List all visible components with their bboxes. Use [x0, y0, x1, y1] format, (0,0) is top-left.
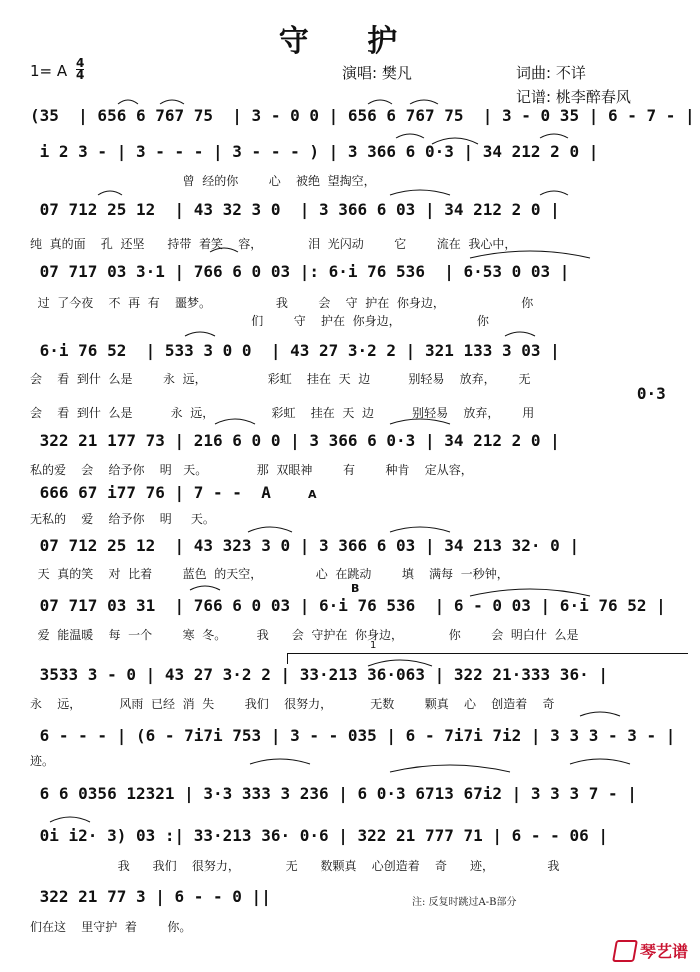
time-signature	[76, 58, 84, 81]
lyric-line: 们在这 里守护 着 你。	[30, 920, 192, 934]
lyric-line: 会 看 到什 么是 永 远， 彩虹 挂在 天 边 别轻易 放弃， 用	[30, 406, 535, 420]
notation-line: 666 67 i77 76 | 7 - - A	[30, 483, 271, 502]
key-signature: 1= A	[30, 62, 68, 80]
lyric-line: 迹。	[30, 754, 55, 768]
singer-credit: 演唱: 樊凡	[342, 64, 412, 82]
lyric-line: 无私的 爱 给予你 明 天。	[30, 512, 215, 526]
notation-line: 07 717 03 3·1 | 766 6 0 03 |: 6·i 76 536 | 6·53 0 03 |	[30, 262, 570, 281]
song-title: 守 护	[278, 24, 422, 59]
notation-line: 07 712 25 12 | 43 323 3 0 | 3 366 6 03 | 34 213 32· 0 |	[30, 536, 580, 555]
watermark-text: 琴艺谱	[639, 942, 688, 961]
notation-line: 0i i2· 3) 03 :| 33·213 36· 0·6 | 322 21 777 71 | 6 - - 06 |	[30, 826, 608, 845]
lyric-line: 过 了今夜 不 再 有 噩梦。 我 会 守 护在 你身边， 你	[30, 296, 534, 310]
notation-line: (35 | 656 6 767 75 | 3 - 0 0 | 656 6 767 75 | 3 - 0 35 | 6 - 7 - |	[30, 106, 695, 125]
first-ending-bracket	[287, 640, 688, 664]
repeat-footnote: 注: 反复时跳过A-B部分	[412, 897, 517, 908]
scribe-credit: 记谱: 桃李醉春风	[516, 88, 631, 106]
watermark-logo	[614, 939, 688, 962]
notation-line: 07 712 25 12 | 43 32 3 0 | 3 366 6 03 | 34 212 2 0 |	[30, 200, 560, 219]
notation-line: 6 6 0356 12321 | 3·3 333 3 236 | 6 0·3 6713 67i2 | 3 3 3 7 - |	[30, 784, 637, 803]
lyric-line: 私的爱 会 给予你 明 天。 那 双眼神 有 种肯 定从容，	[30, 463, 473, 477]
notation-line: 6 - - - | (6 - 7i7i 753 | 3 - - 035 | 6 - 7i7i 7i2 | 3 3 3 - 3 - |	[30, 726, 676, 745]
first-ending-number: 1	[370, 640, 377, 651]
lyric-line: 天 真的笑 对 比着 蓝色 的天空， 心 在跳动 填 满每 一秒钟，	[30, 567, 509, 581]
piano-logo-icon	[612, 940, 638, 962]
lyric-line: 爱 能温暖 每 一个 寒 冬。 我 会 守护在 你身边， 你 会 明白什 么是	[30, 628, 579, 642]
notation-line: 3533 3 - 0 | 43 27 3·2 2 | 33·213 36·063 | 322 21·333 36· |	[30, 665, 608, 684]
notation-line: 322 21 177 73 | 216 6 0 0 | 3 366 6 0·3 | 34 212 2 0 |	[30, 431, 560, 450]
notation-line: 6·i 76 52 | 533 3 0 0 | 43 27 3·2 2 | 321 133 3 03 |	[30, 341, 560, 360]
time-signature-bottom: 4	[76, 68, 85, 82]
lyric-line: 我 我们 很努力， 无 数颗真 心创造着 奇 迹， 我	[30, 859, 560, 873]
lyric-line: 曾 经的你 心 被绝 望掏空，	[30, 174, 376, 188]
segment-mark-b: B	[351, 582, 360, 595]
lyric-line: 纯 真的面 孔 还坚 持带 着笑 容， 泪 光闪动 它 流在 我心中，	[30, 237, 517, 251]
lyric-line: 们 守 护在 你身边， 你	[30, 314, 489, 328]
lyric-line: 会 看 到什 么是 永 远， 彩虹 挂在 天 边 别轻易 放弃， 无	[30, 372, 531, 386]
notation-line: 0·3	[30, 384, 666, 403]
notation-line: i 2 3 - | 3 - - - | 3 - - - ) | 3 366 6 0·3 | 34 212 2 0 |	[30, 142, 599, 161]
notation-line: 322 21 77 3 | 6 - - 0 ||	[30, 887, 271, 906]
time-signature-top: 4	[76, 56, 85, 70]
lyric-line: 永 远， 风雨 已经 消 失 我们 很努力， 无数 颗真 心 创造着 奇	[30, 697, 555, 711]
segment-mark-a: A	[308, 488, 317, 501]
notation-line: 07 717 03 31 | 766 6 0 03 | 6·i 76 536 | 6 - 0 03 | 6·i 76 52 |	[30, 596, 666, 615]
lyricist-credit: 词曲: 不详	[516, 64, 586, 82]
